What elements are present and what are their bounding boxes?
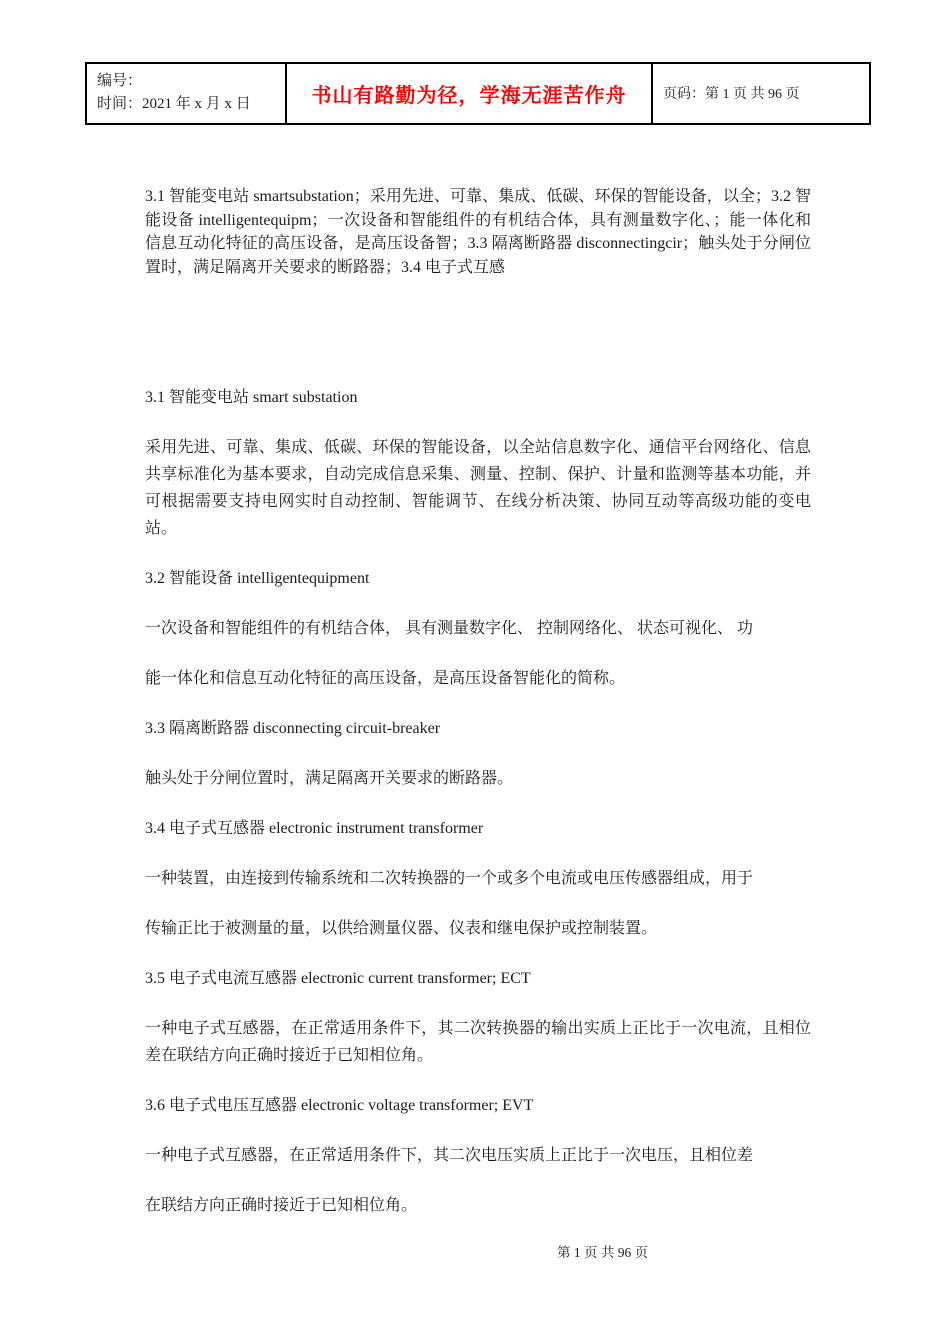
term-summary: 3.1 智能变电站 smartsubstation；采用先进、可靠、集成、低碳、环保的智能设备，以全；3.2 智能设备 intelligentequipm；一次设备和智能组件的有机结合体，具有测量数字化、；能一体化和信息互动化特征的高压设备，是高压设备智；3.3 隔离断路器 disconnectingcir；触头处于分闸位置时，满足隔离开关要求的断路器；3.4 电子式互感 bbox=[145, 188, 811, 276]
definition-3-1: 采用先进、可靠、集成、低碳、环保的智能设备，以全站信息数字化、通信平台网络化、信息共享标准化为基本要求，自动完成信息采集、测量、控制、保护、计量和监测等基本功能，并可根据需要支持电网实时自动控制、智能调节、在线分析决策、协同互动等高级功能的变电站。 bbox=[145, 439, 811, 537]
footer-page-number: 第 1 页 共 96 页 bbox=[557, 1245, 649, 1260]
header-cell-meta bbox=[86, 63, 286, 124]
definition-3-4-line-1: 一种装置，由连接到传输系统和二次转换器的一个或多个电流或电压传感器组成，用于 bbox=[145, 870, 754, 887]
definition-3-6-line-2: 在联结方向正确时接近于已知相位角。 bbox=[145, 1197, 418, 1214]
header-cell-motto bbox=[286, 63, 652, 124]
doc-time-label: 时间：2021 年 x 月 x 日 bbox=[97, 96, 251, 113]
heading-3-5: 3.5 电子式电流互感器 electronic current transformer; ECT bbox=[145, 970, 531, 987]
heading-3-6: 3.6 电子式电压互感器 electronic voltage transformer; EVT bbox=[145, 1097, 534, 1114]
definition-3-2-line-2: 能一体化和信息互动化特征的高压设备，是高压设备智能化的简称。 bbox=[145, 670, 626, 687]
doc-number-label: 编号： bbox=[97, 73, 143, 89]
heading-3-4: 3.4 电子式互感器 electronic instrument transformer bbox=[145, 820, 484, 837]
document-header-table bbox=[85, 62, 871, 125]
definition-3-6-line-1: 一种电子式互感器，在正常适用条件下，其二次电压实质上正比于一次电压，且相位差 bbox=[145, 1147, 754, 1164]
heading-3-1: 3.1 智能变电站 smart substation bbox=[145, 389, 358, 406]
heading-3-2: 3.2 智能设备 intelligentequipment bbox=[145, 570, 370, 587]
definition-3-5: 一种电子式互感器，在正常适用条件下，其二次转换器的输出实质上正比于一次电流，且相位差在联结方向正确时接近于已知相位角。 bbox=[145, 1020, 811, 1064]
document-content bbox=[145, 185, 811, 1219]
definition-3-4-line-2: 传输正比于被测量的量，以供给测量仪器、仪表和继电保护或控制装置。 bbox=[145, 920, 658, 937]
definition-3-2-line-1: 一次设备和智能组件的有机结合体， 具有测量数字化、 控制网络化、 状态可视化、 功 bbox=[145, 620, 754, 637]
header-motto: 书山有路勤为径，学海无涯苦作舟 bbox=[311, 84, 627, 107]
header-cell-page bbox=[652, 63, 870, 124]
definition-3-3: 触头处于分闸位置时，满足隔离开关要求的断路器。 bbox=[145, 770, 514, 787]
header-page-number: 页码：第 1 页 共 96 页 bbox=[663, 87, 800, 103]
page-footer bbox=[557, 1241, 648, 1261]
heading-3-3: 3.3 隔离断路器 disconnecting circuit-breaker bbox=[145, 720, 441, 737]
